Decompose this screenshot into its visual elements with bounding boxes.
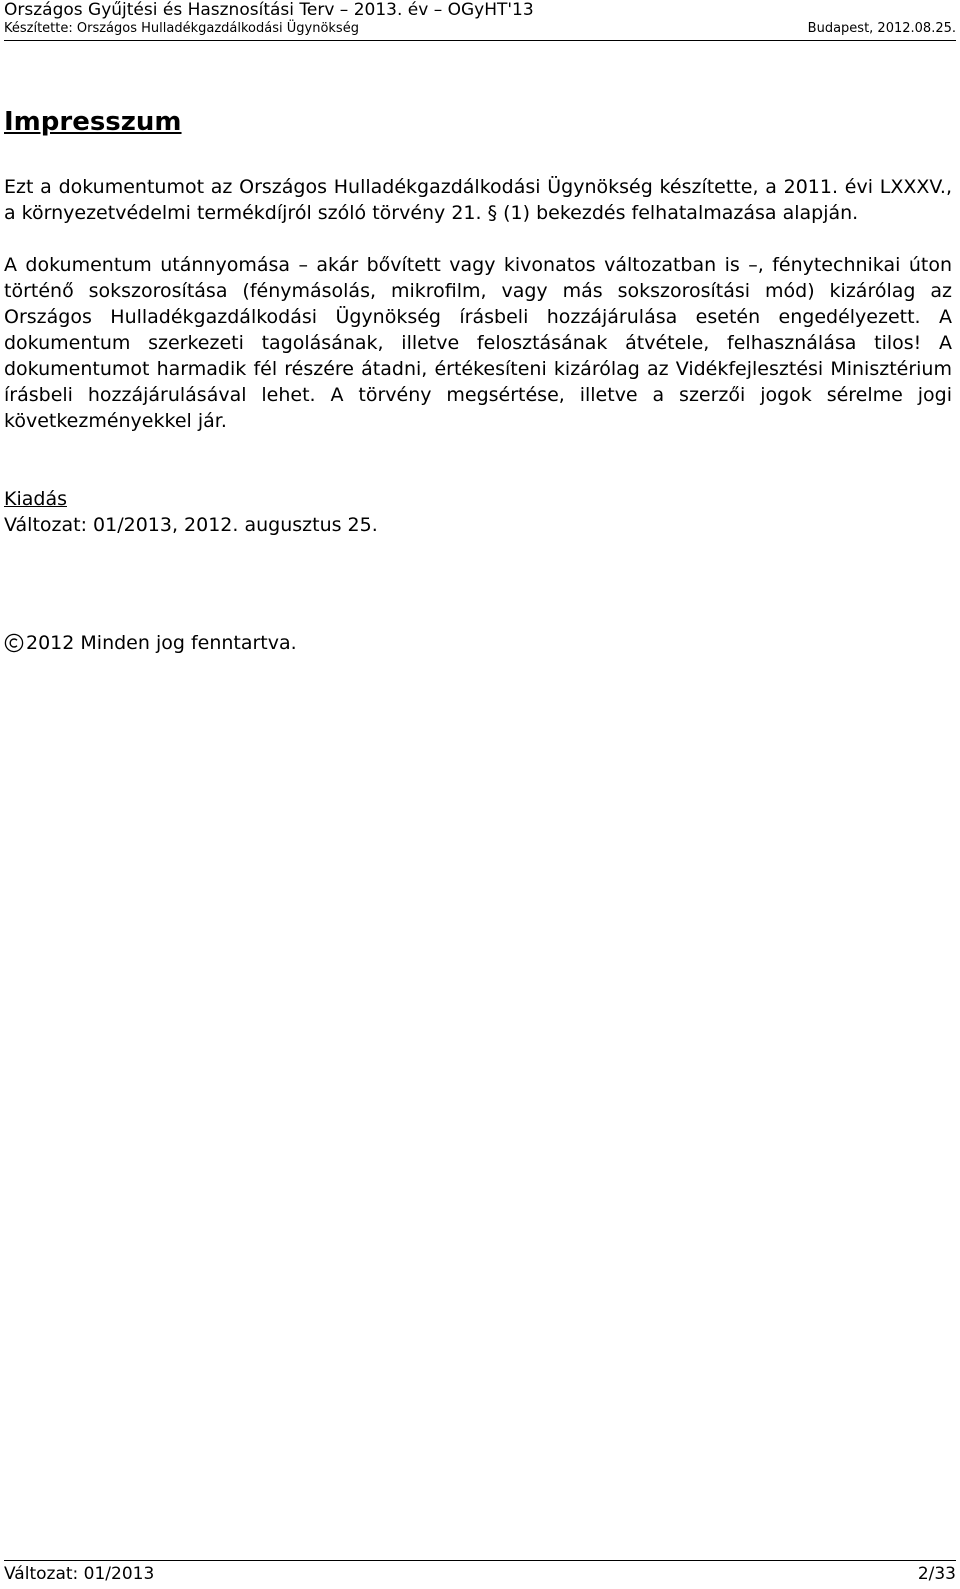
copyright-text: 2012 Minden jog fenntartva. [26, 632, 297, 654]
header-subline [4, 21, 956, 37]
header-place-date: Budapest, 2012.08.25. [807, 21, 956, 36]
paragraph-copyright-terms: A dokumentum utánnyomása – akár bővített vagy kivonatos változatban is –, fénytechnikai úton történő sokszorosítása (fénymásolás, mikrofilm, vagy más sokszorosítási mód) kizárólag az Országos Hulladékgazdálkodási Ügynökség írásbeli hozzájárulása esetén engedélyezett. A dokumentum szerkezeti tagolásának, illetve felosztásának átvétele, felhasználása tilos! A dokumentumot harmadik fél részére átadni, értékesíteni kizárólag az Vidékfejlesztési Minisztérium írásbeli hozzájárulásával lehet. A törvény megsértése, illetve a szerzői jogok sérelme jogi következményekkel jár. [4, 254, 952, 432]
document-title-header: Országos Gyűjtési és Hasznosítási Terv – 2013. év – OGyHT'13 [4, 0, 534, 20]
footer-version: Változat: 01/2013 [4, 1564, 155, 1584]
copyright-line [4, 630, 297, 656]
header-author: Készítette: Országos Hulladékgazdálkodási Ügynökség [4, 21, 359, 36]
paragraph-authorization: Ezt a dokumentumot az Országos Hulladékgazdálkodási Ügynökség készítette, a 2011. évi LXXXV., a környezetvédelmi termékdíjról szóló törvény 21. § (1) bekezdés felhatalmazása alapján. [4, 176, 952, 224]
edition-label: Kiadás [4, 488, 67, 510]
page-footer [4, 1560, 956, 1585]
edition-block [4, 486, 378, 538]
page-title: Impresszum [4, 107, 182, 137]
footer-page-number: 2/33 [917, 1564, 956, 1584]
copyright-icon [4, 633, 24, 653]
page-header [4, 0, 956, 41]
version-line: Változat: 01/2013, 2012. augusztus 25. [4, 514, 378, 536]
